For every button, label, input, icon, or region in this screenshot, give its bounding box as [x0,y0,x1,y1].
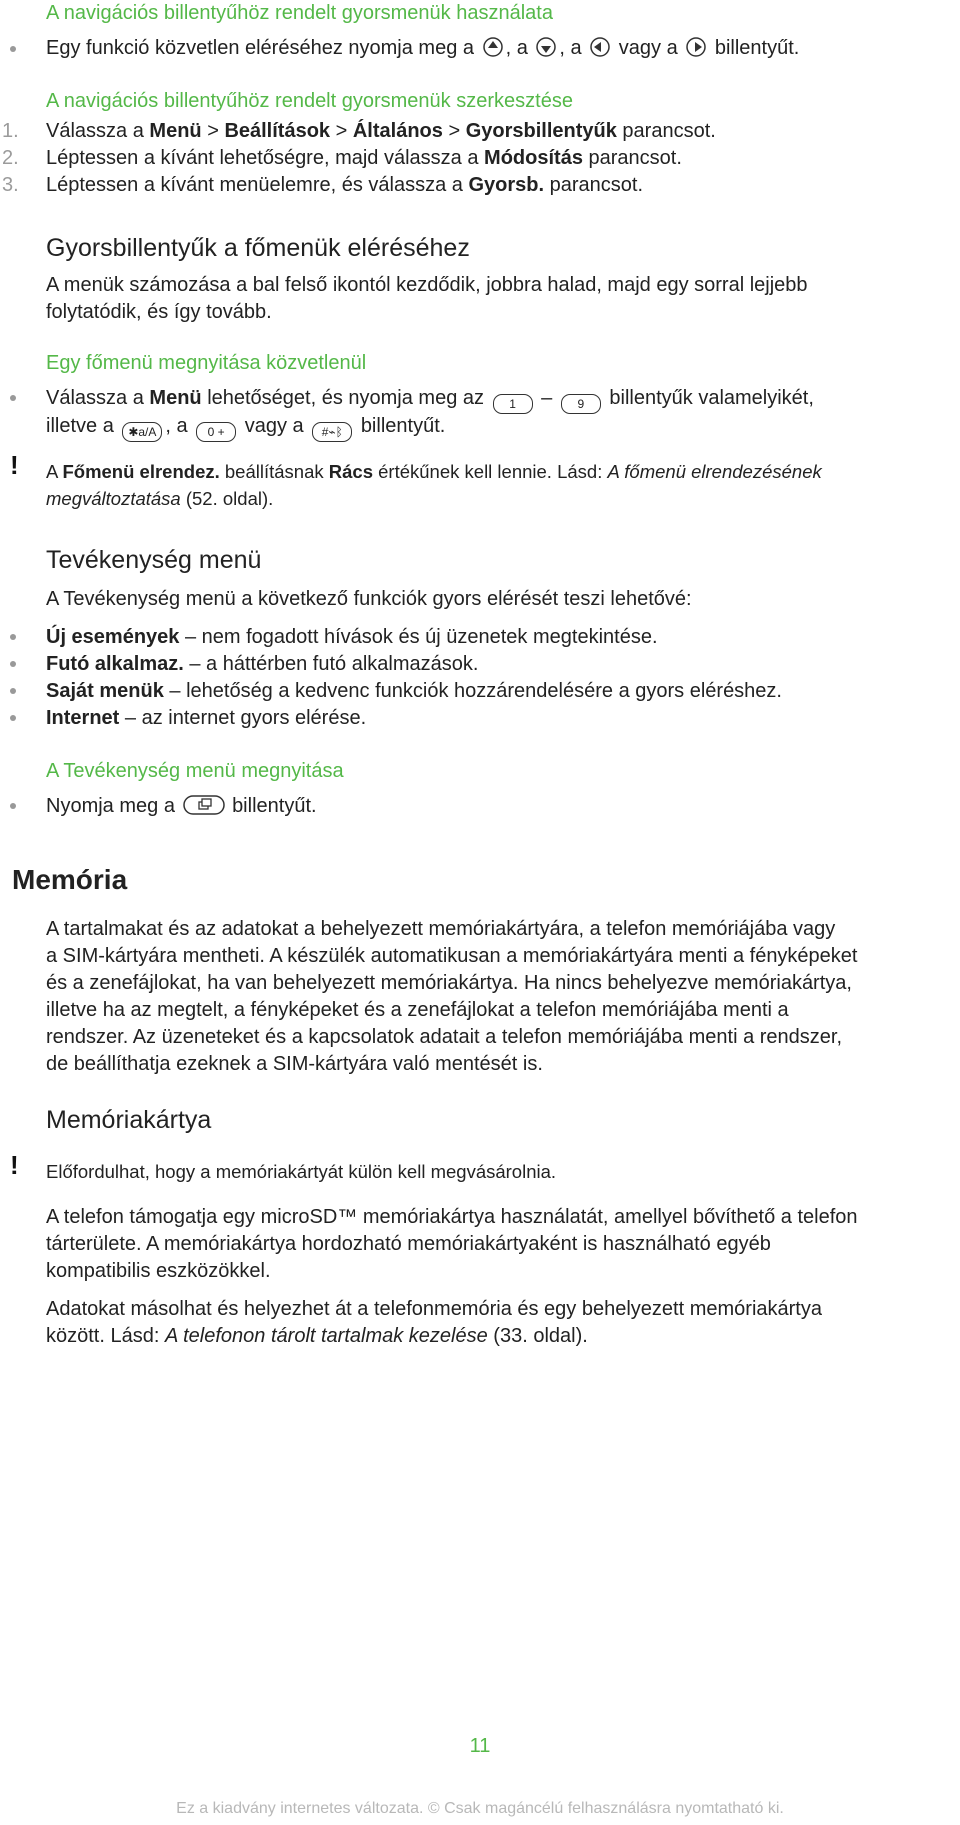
warning-icon: ! [10,1150,19,1180]
nav-left-icon [589,36,611,58]
memory-paragraph-line: A tartalmakat és az adatokat a behelyezett memóriakártyára, a telefon memóriájába vagy [46,918,836,940]
key-0-icon: 0 + [196,422,236,442]
subheading-open-activity-menu: A Tevékenység menü megnyitása [46,760,344,782]
footer-notice: Ez a kiadvány internetes változata. © Csak magáncélú felhasználásra nyomtatható ki. [176,1800,784,1817]
open-activity-instruction: Nyomja meg a billentyűt. [46,795,317,817]
open-menu-instruction-line2: illetve a ✱a/A , a 0 + vagy a #⌁ᛒ billentyűt. [46,413,445,442]
key-9-icon: 9 [561,394,601,414]
bullet-dot [10,715,16,721]
bullet-dot [10,46,16,52]
activity-item: Futó alkalmaz. – a háttérben futó alkalmazások. [46,653,479,675]
activity-key-icon [183,794,225,816]
note-line1: A Főmenü elrendez. beállításnak Rács értékűnek kell lennie. Lásd: A főmenü elrendezésének [46,461,822,482]
section-title-memory: Memória [12,864,128,895]
bullet-dot [10,395,16,401]
subheading-open-main-menu: Egy főmenü megnyitása közvetlenül [46,352,367,374]
memory-paragraph-line: a SIM-kártyára mentheti. A készülék automatikusan a memóriakártyára menti a fényképeket [46,945,858,967]
page-number: 11 [469,1735,491,1757]
note-line2: megváltoztatása (52. oldal). [46,488,274,509]
nav-up-icon [482,36,504,58]
activity-item: Saját menük – lehetőség a kedvenc funkciók hozzárendelésére a gyors eléréshez. [46,680,782,702]
activity-item: Új események – nem fogadott hívások és új üzenetek megtekintése. [46,626,658,648]
nav-down-icon [535,36,557,58]
memory-card-paragraph-line: A telefon támogatja egy microSD™ memóriakártya használatát, amellyel bővíthető a telefon [46,1206,858,1228]
section-title-memory-card: Memóriakártya [46,1106,212,1134]
nav-right-icon [685,36,707,58]
memory-card-paragraph-line: Adatokat másolhat és helyezhet át a telefonmemória és egy behelyezett memóriakártya [46,1298,822,1320]
section-heading-nav-shortcuts-edit: A navigációs billentyűhöz rendelt gyorsmenük szerkesztése [46,90,573,112]
step-number: 3. [2,174,19,196]
key-hash-icon: #⌁ᛒ [312,422,352,442]
bullet-dot [10,688,16,694]
activity-item: Internet – az internet gyors elérése. [46,707,367,729]
section-title-main-menu-shortcuts: Gyorsbillentyűk a főmenük eléréséhez [46,234,470,262]
activity-intro: A Tevékenység menü a következő funkciók gyors elérését teszi lehetővé: [46,588,692,610]
warning-icon: ! [10,450,19,480]
step-3: Léptessen a kívánt menüelemre, és válassza a Gyorsb. parancsot. [46,174,643,196]
step-number: 1. [2,120,19,142]
memory-paragraph-line: illetve ha az megtelt, a fényképeket és a zenefájlokat a telefon memóriájába menti a [46,999,789,1021]
bullet-dot [10,803,16,809]
nav-shortcut-instruction: Egy funkció közvetlen eléréséhez nyomja meg a , a , a vagy a billentyűt. [46,37,800,59]
bullet-dot [10,634,16,640]
key-star-icon: ✱a/A [122,422,162,442]
memory-card-paragraph-line: tárterülete. A memóriakártya hordozható memóriakártyaként is használható egyéb [46,1233,771,1255]
memory-paragraph-line: rendszer. Az üzeneteket és a kapcsolatok adatait a telefon memóriájába menti a rendszer, [46,1026,843,1048]
memory-card-paragraph-line: kompatibilis eszközökkel. [46,1260,271,1282]
memory-card-paragraph-line: között. Lásd: A telefonon tárolt tartalmak kezelése (33. oldal). [46,1325,588,1347]
bullet-dot [10,661,16,667]
step-1: Válassza a Menü > Beállítások > Általános > Gyorsbillentyűk parancsot. [46,120,716,142]
open-menu-instruction-line1: Válassza a Menü lehetőséget, és nyomja meg az 1 – 9 billentyűk valamelyikét, [46,385,814,414]
step-2: Léptessen a kívánt lehetőségre, majd válassza a Módosítás parancsot. [46,147,682,169]
memory-card-note: Előfordulhat, hogy a memóriakártyát külön kell megvásárolnia. [46,1161,557,1182]
step-number: 2. [2,147,19,169]
memory-paragraph-line: és a zenefájlokat, ha van behelyezett memóriakártya. Ha nincs behelyezve memóriakártya, [46,972,852,994]
paragraph-line: folytatódik, és így tovább. [46,301,272,323]
paragraph-line: A menük számozása a bal felső ikontól kezdődik, jobbra halad, majd egy sorral lejjebb [46,274,808,296]
key-1-icon: 1 [493,394,533,414]
cross-reference-link[interactable]: A telefonon tárolt tartalmak kezelése [164,1325,488,1347]
memory-paragraph-line: de beállíthatja ezeknek a SIM-kártyára való mentését is. [46,1053,543,1075]
section-title-activity-menu: Tevékenység menü [46,546,262,574]
section-heading-nav-shortcuts-use: A navigációs billentyűhöz rendelt gyorsmenük használata [46,2,553,24]
